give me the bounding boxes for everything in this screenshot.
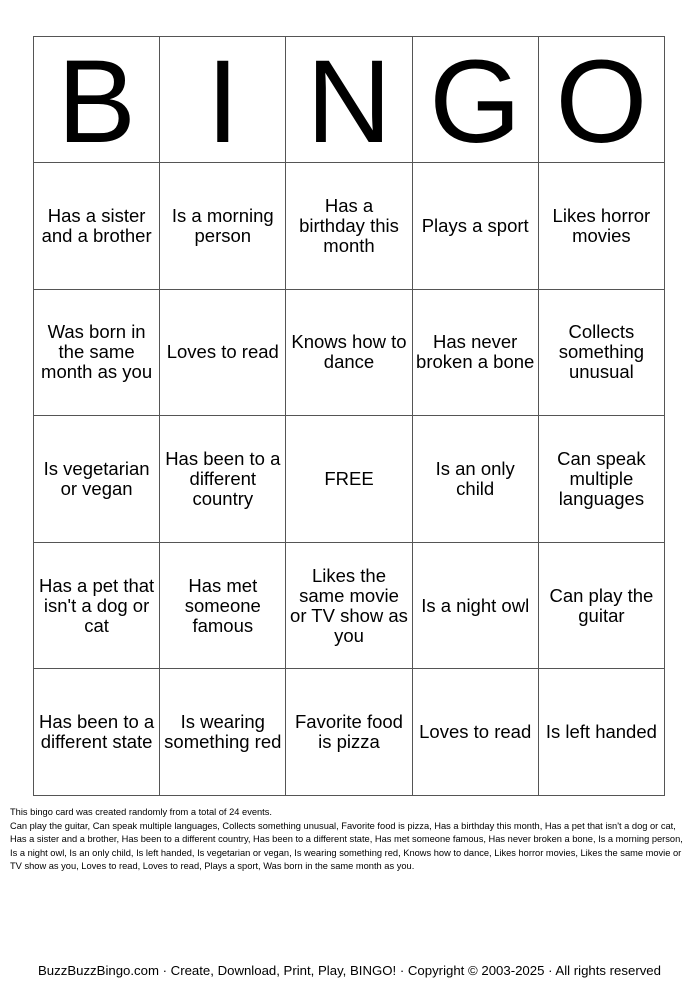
bingo-cell: Has a sister and a brother — [34, 163, 160, 290]
bingo-cell: Has a pet that isn't a dog or cat — [34, 543, 160, 670]
footnote-intro: This bingo card was created randomly from a total of 24 events. — [10, 807, 272, 817]
bingo-cell: Likes the same movie or TV show as you — [286, 543, 412, 670]
header-letter-n: N — [286, 37, 412, 163]
footnote-events: Can play the guitar, Can speak multiple languages, Collects something unusual, Favorite food is pizza, Has a birthday this month, Has a pet that isn't a dog or cat, Has a sister and a brother, Has been to a different country, Has been to a different state, Has met someone famous, Has never broken a bone, Is a morning person, Is a night owl, Is an only child, Is left handed, Is vegetarian or vegan, Is wearing something red, Knows how to dance, Likes horror movies, Likes the same movie or TV show as you, Loves to read, Loves to read, Plays a sport, Was born in the same month as you. — [10, 820, 683, 871]
bingo-cell: Can speak multiple languages — [539, 416, 665, 543]
bingo-cell: Can play the guitar — [539, 543, 665, 670]
event-list-note — [10, 806, 690, 874]
header-letter-o: O — [539, 37, 665, 163]
bingo-cell: Has been to a different state — [34, 669, 160, 796]
bingo-cell: Is left handed — [539, 669, 665, 796]
bingo-cell: Knows how to dance — [286, 290, 412, 417]
bingo-cell: Plays a sport — [413, 163, 539, 290]
bingo-cell: Is a morning person — [160, 163, 286, 290]
bingo-cell: Is vegetarian or vegan — [34, 416, 160, 543]
bingo-card — [33, 36, 665, 796]
bingo-cell: Favorite food is pizza — [286, 669, 412, 796]
bingo-cell: Collects something unusual — [539, 290, 665, 417]
bingo-cell: Loves to read — [413, 669, 539, 796]
bingo-cell: Loves to read — [160, 290, 286, 417]
bingo-cell: Has a birthday this month — [286, 163, 412, 290]
bingo-cell: Has met someone famous — [160, 543, 286, 670]
bingo-cell: Likes horror movies — [539, 163, 665, 290]
bingo-cell: Is wearing something red — [160, 669, 286, 796]
header-letter-i: I — [160, 37, 286, 163]
header-letter-b: B — [34, 37, 160, 163]
header-letter-g: G — [413, 37, 539, 163]
bingo-cell: Has never broken a bone — [413, 290, 539, 417]
bingo-cell: Has been to a different country — [160, 416, 286, 543]
free-space-cell: FREE — [286, 416, 412, 543]
bingo-cell: Is an only child — [413, 416, 539, 543]
page-footer: BuzzBuzzBingo.com · Create, Download, Print, Play, BINGO! · Copyright © 2003-2025 · All rights reserved — [38, 963, 661, 978]
bingo-cell: Was born in the same month as you — [34, 290, 160, 417]
bingo-cell: Is a night owl — [413, 543, 539, 670]
